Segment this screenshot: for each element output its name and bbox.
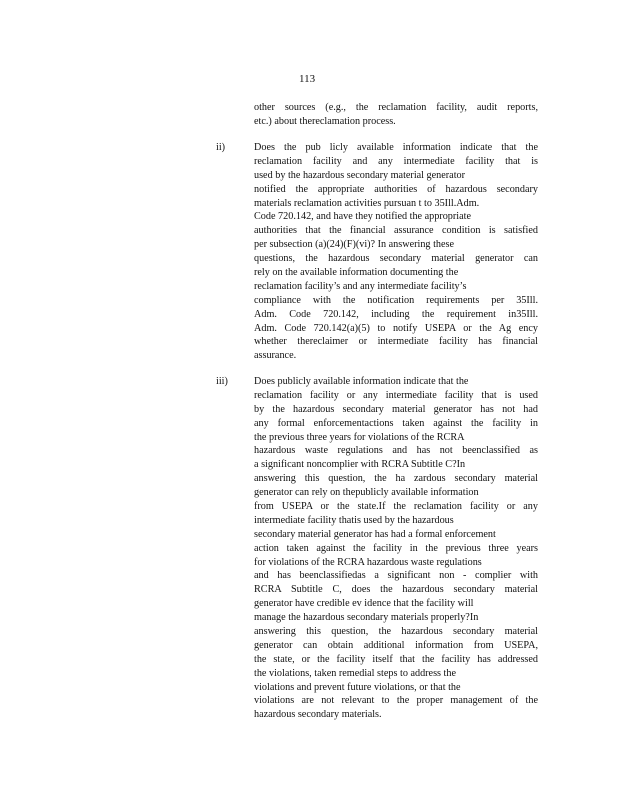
text-line: generator can rely on thepublicly available information: [254, 487, 479, 499]
text-line: reclamation facility or any intermediate facility that is used: [254, 389, 538, 401]
list-marker-iii: iii): [216, 376, 228, 387]
text-line: generator have credible ev idence that the facility will: [254, 598, 474, 610]
text-line: Does publicly available information indicate that the: [254, 376, 469, 387]
text-line: and has beenclassifiedas a significant non - complier with: [254, 570, 538, 582]
text-line: for violations of the RCRA hazardous waste regulations: [254, 556, 482, 568]
list-marker-ii: ii): [216, 142, 226, 153]
text-line: generator can obtain additional information from USEPA,: [254, 639, 538, 651]
text-line: reclamation facility’s and any intermediate facility’s: [254, 280, 467, 292]
paragraph-ii: [254, 141, 538, 363]
text-line: RCRA Subtitle C, does the hazardous secondary material: [254, 584, 538, 596]
text-line: the violations, taken remedial steps to address the: [254, 667, 456, 679]
text-line: Code 720.142, and have they notified the appropriate: [254, 211, 471, 223]
text-line: any formal enforcementactions taken against the facility in: [254, 417, 538, 429]
text-line: reclamation facility and any intermediate facility that is: [254, 155, 538, 167]
text-line: notified the appropriate authorities of hazardous secondary: [254, 183, 538, 195]
text-line: violations and prevent future violations, or that the: [254, 681, 461, 693]
text-line: materials reclamation activities pursuan t to 35Ill.Adm.: [254, 197, 480, 209]
paragraph-iii: [254, 375, 538, 722]
text-line: answering this question, the hazardous secondary material: [254, 626, 538, 638]
text-line: hazardous waste regulations and has not beenclassified as: [254, 445, 538, 457]
text-line: compliance with the notification requirements per 35Ill.: [254, 294, 538, 306]
text-line: authorities that the financial assurance condition is satisfied: [254, 225, 538, 237]
intro-paragraph: [254, 101, 538, 129]
text-line: per subsection (a)(24)(F)(vi)? In answering these: [254, 239, 454, 251]
text-line: the previous three years for violations of the RCRA: [254, 431, 465, 443]
text-line: rely on the available information documenting the: [254, 267, 459, 279]
text-line: secondary material generator has had a formal enforcement: [254, 528, 496, 540]
text-line: the state, or the facility itself that the facility has addressed: [254, 653, 538, 665]
text-line: violations are not relevant to the proper management of the: [254, 695, 538, 707]
text-line: from USEPA or the state.If the reclamation facility or any: [254, 501, 538, 513]
text-line: a significant noncomplier with RCRA Subtitle C?In: [254, 459, 466, 471]
text-line: hazardous secondary materials.: [254, 709, 382, 721]
text-line: Does the pub licly available information indicate that the: [254, 142, 538, 153]
text-line: intermediate facility thatis used by the hazardous: [254, 514, 454, 526]
text-line: questions, the hazardous secondary material generator can: [254, 253, 538, 265]
text-line: answering this question, the ha zardous secondary material: [254, 473, 538, 485]
text-line: assurance.: [254, 350, 297, 362]
text-line: action taken against the facility in the previous three years: [254, 542, 538, 554]
text-line: etc.) about thereclamation process.: [254, 115, 396, 127]
page-number: 113: [299, 73, 316, 85]
text-line: used by the hazardous secondary material generator: [254, 169, 466, 181]
text-line: by the hazardous secondary material generator has not had: [254, 403, 538, 415]
text-line: manage the hazardous secondary materials properly?In: [254, 612, 479, 624]
text-line: other sources (e.g., the reclamation facility, audit reports,: [254, 102, 538, 113]
text-line: Adm. Code 720.142, including the requirement in35Ill.: [254, 308, 538, 320]
text-line: whether thereclaimer or intermediate facility has financial: [254, 336, 538, 348]
text-line: Adm. Code 720.142(a)(5) to notify USEPA or the Ag ency: [254, 322, 538, 334]
